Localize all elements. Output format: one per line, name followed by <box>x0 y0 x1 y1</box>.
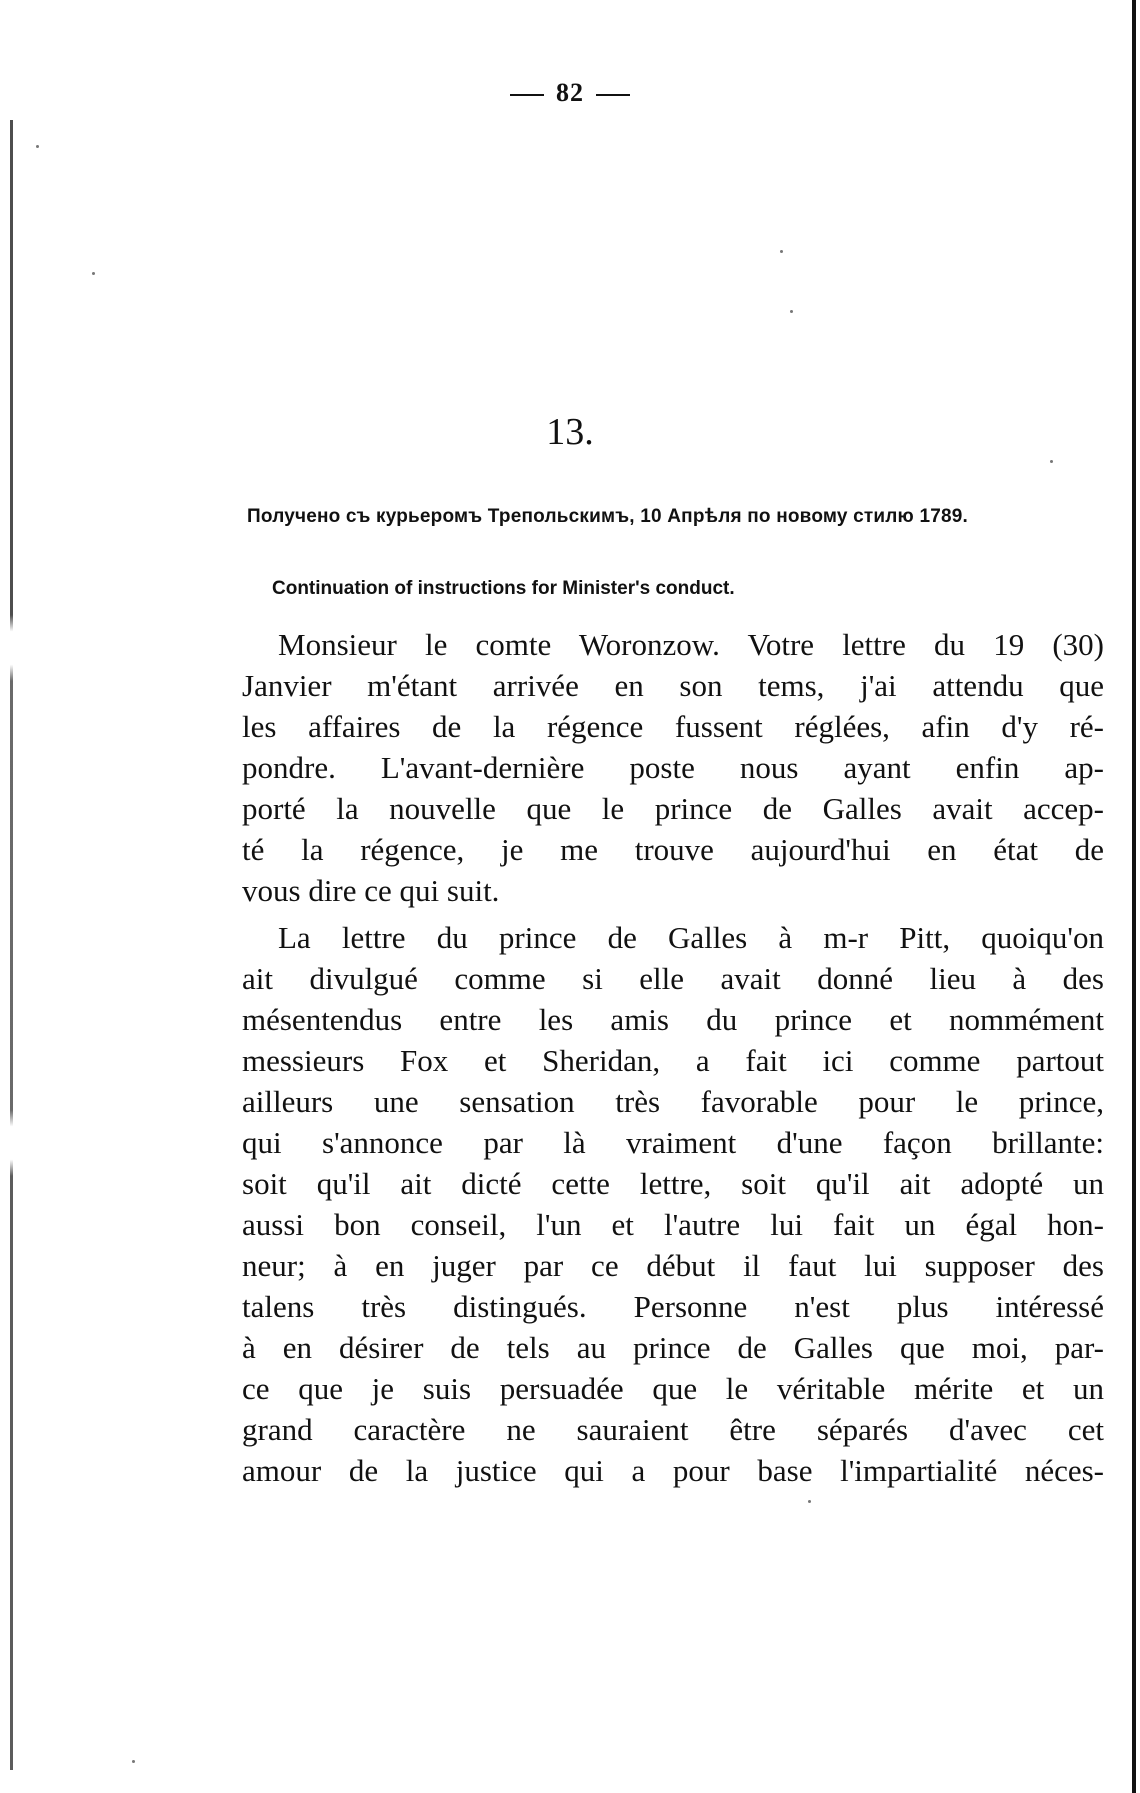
scan-speck <box>808 1500 811 1503</box>
text-line: vous dire ce qui suit. <box>242 873 500 908</box>
text-line: aussi bon conseil, l'un et l'autre lui fait un égal hon- <box>242 1207 1104 1242</box>
page-number-dash-left <box>510 94 544 96</box>
paragraph-1 <box>242 624 1104 911</box>
scan-speck <box>132 1760 135 1763</box>
text-line: La lettre du prince de Galles à m-r Pitt, quoiqu'on <box>278 920 1104 955</box>
scan-speck <box>1050 460 1053 463</box>
text-line: soit qu'il ait dicté cette lettre, soit qu'il ait adopté un <box>242 1166 1104 1201</box>
page-number-dash-right <box>596 94 630 96</box>
text-line: mésentendus entre les amis du prince et nommément <box>242 1002 1104 1037</box>
scan-speck <box>92 272 95 275</box>
text-line: à en désirer de tels au prince de Galles que moi, par- <box>242 1330 1104 1365</box>
text-line: pondre. L'avant-dernière poste nous ayant enfin ap- <box>242 750 1104 785</box>
text-line: ce que je suis persuadée que le véritable mérite et un <box>242 1371 1104 1406</box>
letter-body <box>242 624 1104 1491</box>
document-subtitle: Continuation of instructions for Minister's conduct. <box>272 578 735 599</box>
text-line: Monsieur le comte Woronzow. Votre lettre du 19 (30) <box>278 627 1104 662</box>
section-number: 13. <box>546 411 594 453</box>
text-line: qui s'annonce par là vraiment d'une façon brillante: <box>242 1125 1104 1160</box>
scan-left-edge <box>10 120 13 1770</box>
scan-speck <box>790 310 793 313</box>
text-line: té la régence, je me trouve aujourd'hui en état de <box>242 832 1104 867</box>
text-line: ait divulgué comme si elle avait donné lieu à des <box>242 961 1104 996</box>
paragraph-2 <box>242 917 1104 1491</box>
text-line: ailleurs une sensation très favorable pour le prince, <box>242 1084 1104 1119</box>
received-note: Получено съ курьеромъ Трепольскимъ, 10 Апрѣля по новому стилю 1789. <box>247 506 968 527</box>
page-number-value: 82 <box>556 78 584 107</box>
text-line: messieurs Fox et Sheridan, a fait ici comme partout <box>242 1043 1104 1078</box>
scan-right-edge <box>1132 0 1136 1793</box>
text-line: les affaires de la régence fussent réglées, afin d'y ré- <box>242 709 1104 744</box>
scan-speck <box>36 145 39 148</box>
text-line: talens très distingués. Personne n'est plus intéressé <box>242 1289 1104 1324</box>
text-line: amour de la justice qui a pour base l'impartialité néces- <box>242 1453 1104 1488</box>
scan-speck <box>780 250 783 253</box>
page-number <box>0 78 1140 108</box>
text-line: neur; à en juger par ce début il faut lui supposer des <box>242 1248 1104 1283</box>
text-line: Janvier m'étant arrivée en son tems, j'ai attendu que <box>242 668 1104 703</box>
text-line: porté la nouvelle que le prince de Galles avait accep- <box>242 791 1104 826</box>
text-line: grand caractère ne sauraient être séparés d'avec cet <box>242 1412 1104 1447</box>
